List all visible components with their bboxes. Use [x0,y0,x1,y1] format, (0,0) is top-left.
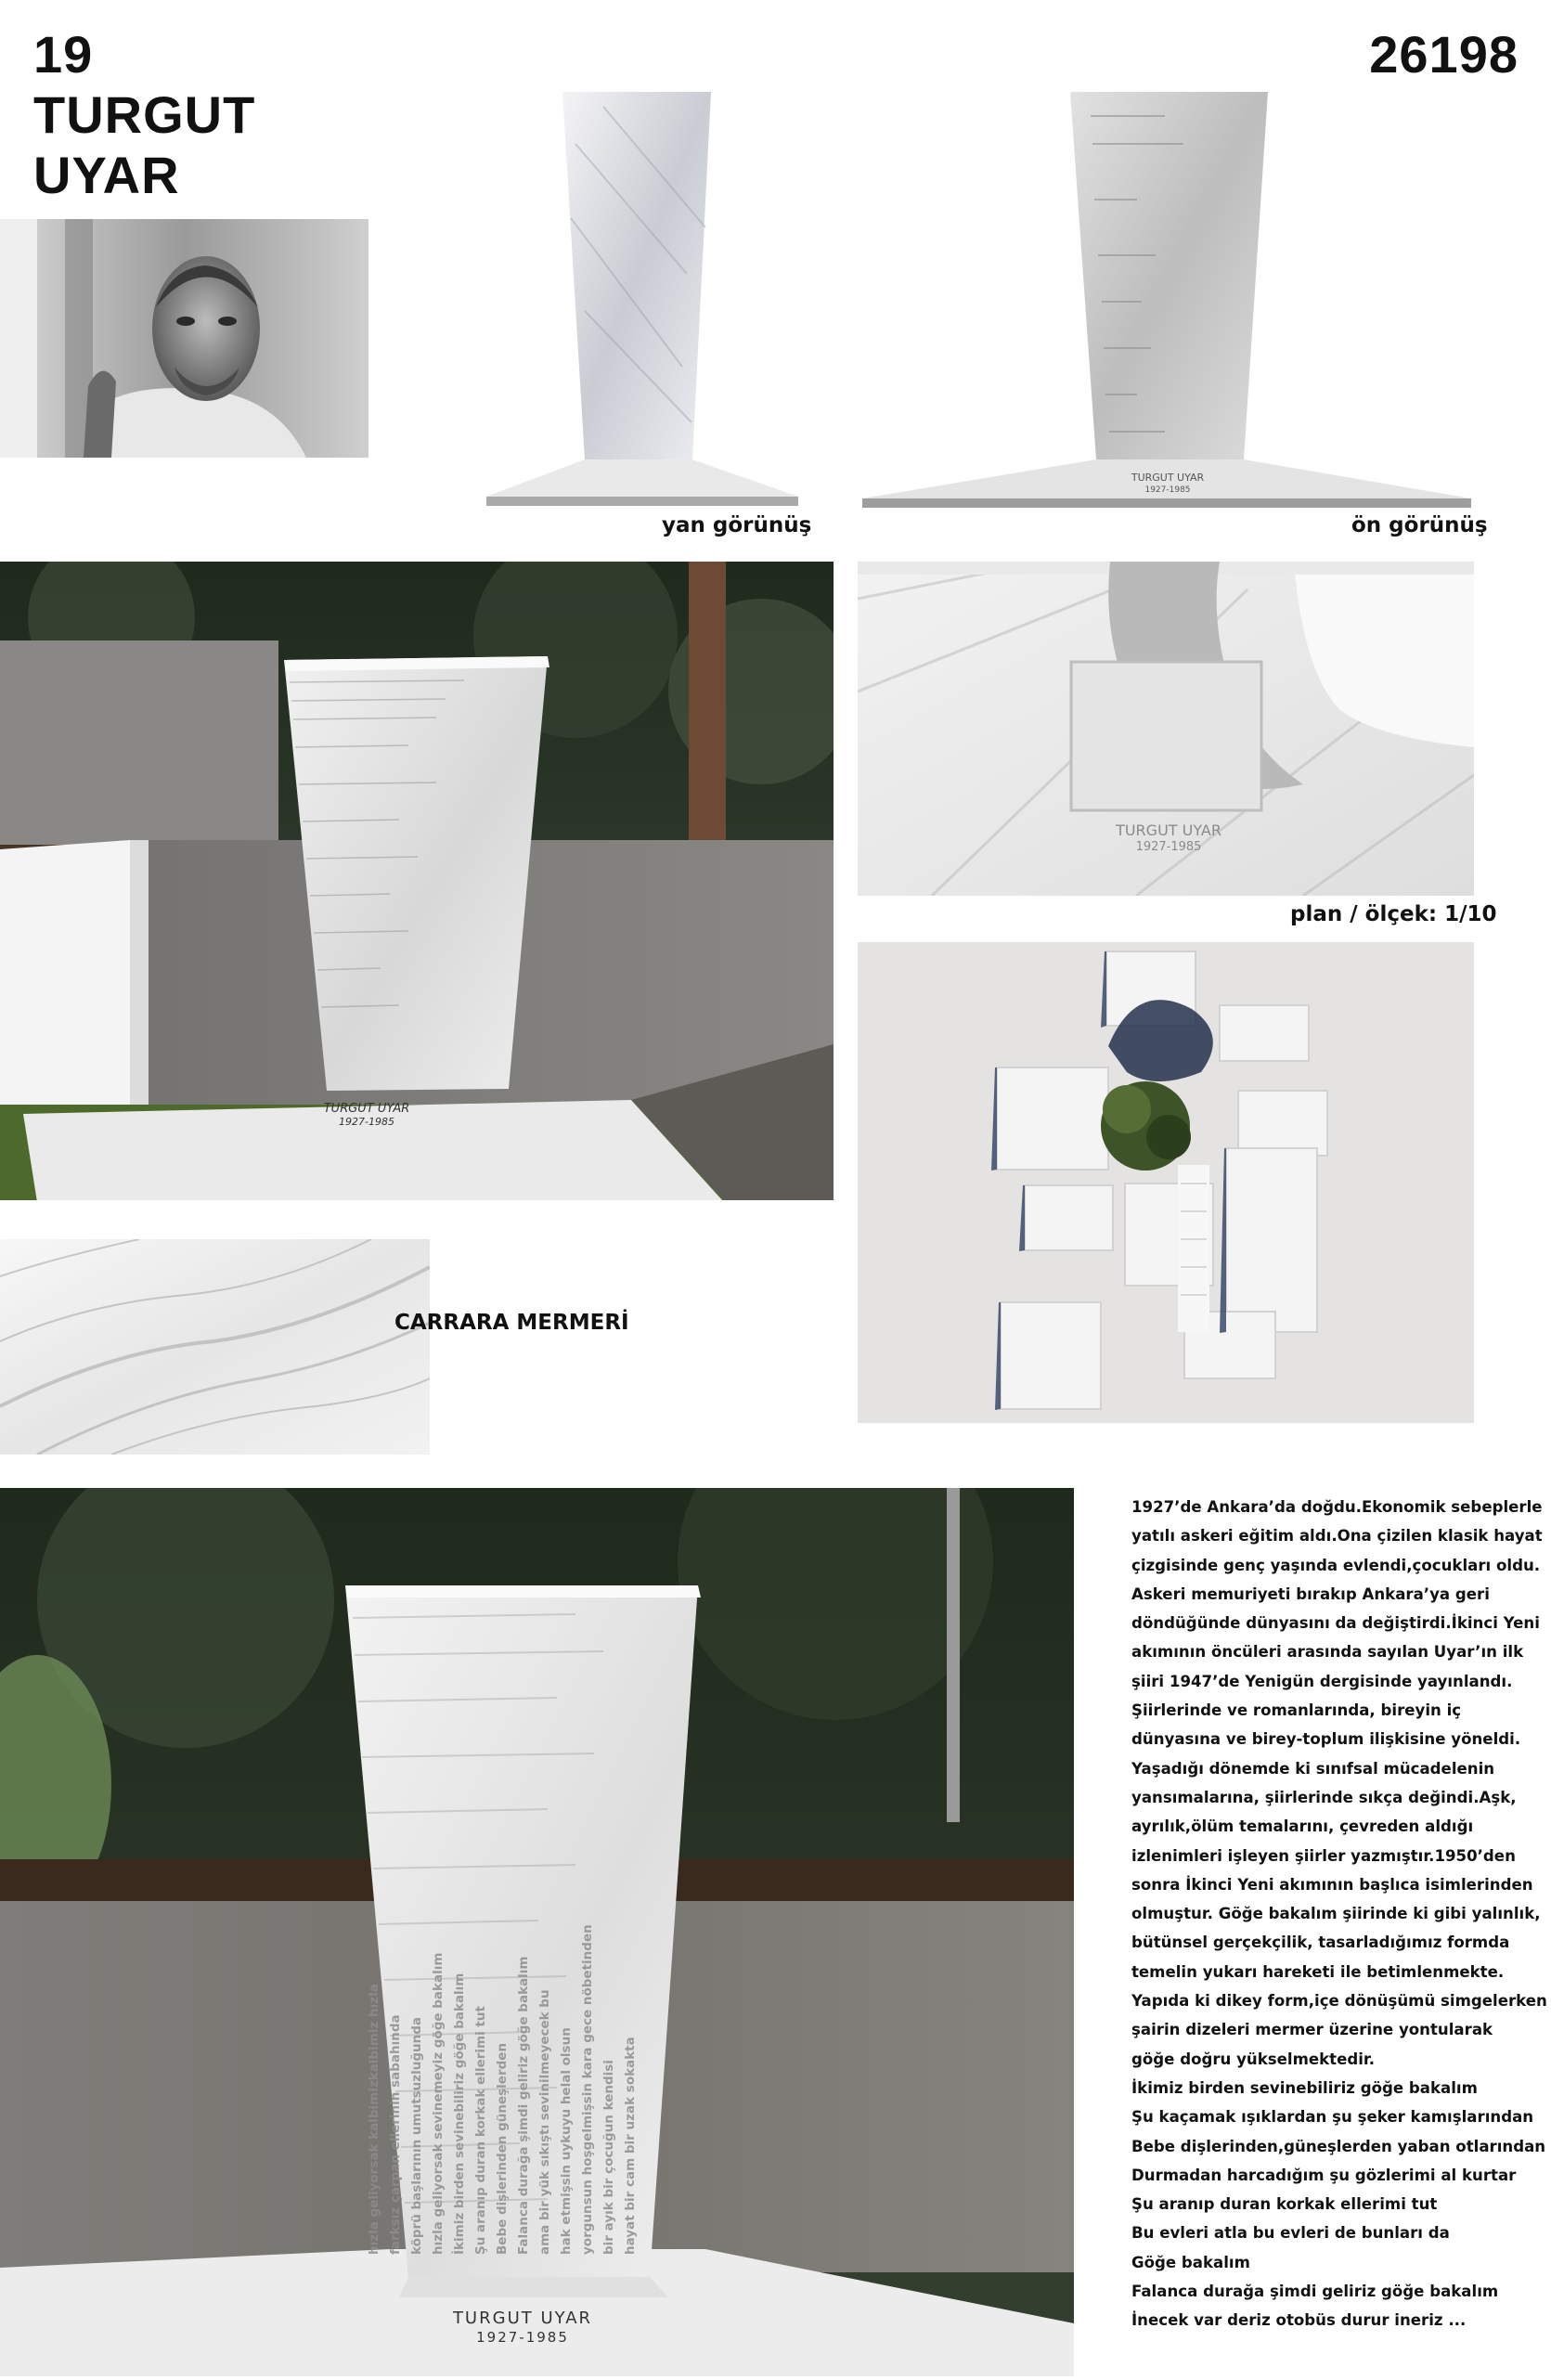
poem-line-8: Falanca durağa şimdi geliriz göğe bakalım [516,1956,531,2255]
poem-line-11: yorgunsun hoşgelmişsin kara gece nöbetinden [580,1924,595,2255]
bio-line: akımının öncüleri arasında sayılan Uyar’ın ilk [1131,1643,1524,1662]
bio-line: Durmadan harcadığım şu gözlerimi al kurtar [1131,2166,1517,2184]
memorial-number: 19 [33,25,94,84]
bio-line: İkimiz birden sevinebiliriz göğe bakalım [1131,2078,1478,2097]
front-view-inscription-years: 1927-1985 [1144,485,1191,495]
side-view-drawing [483,88,808,515]
bio-line: izlenimleri işleyen şiirler yazmıştır.1950’den [1131,1846,1516,1865]
side-view-caption: yan görünüş [662,513,812,537]
poem-line-13: hayat bir cam bir uzak sokakta [623,2037,638,2255]
site-plan-render [858,942,1474,1423]
render2-inscription-name: TURGUT UYAR [452,2309,593,2328]
bio-line: döndüğünde dünyasını da değiştirdi.İkinci Yeni [1131,1614,1540,1633]
bio-line: Bu evleri atla bu evleri de bunları da [1131,2224,1450,2243]
bio-line: bütünsel gerçekçilik, tasarladığımız formda [1131,1934,1510,1952]
bio-line: göğe doğru yükselmektedir. [1131,2050,1376,2068]
poem-line-5: İkimiz birden sevinebiliriz göğe bakalım [452,1973,467,2255]
bio-line: yatılı askeri eğitim aldı.Ona çizilen klasik hayat [1131,1527,1543,1546]
engraved-poem-block [364,1605,670,2255]
poem-line-10: hak etmişsin uykuyu helal olsun [559,2027,574,2255]
plan-inscription-name: TURGUT UYAR [1116,821,1221,839]
bio-line: Göğe bakalım [1131,2253,1250,2271]
poem-line-1: hızla geliyorsak kalbimizkalbimiz hızla [367,1984,381,2255]
bio-line: İnecek var deriz otobüs durur ineriz ... [1131,2311,1467,2330]
bio-line: Yaşadığı dönemde ki sınıfsal mücadelenin [1131,1759,1495,1778]
bio-line: sonra İkinci Yeni akımının başlıca isimlerinden [1131,1875,1533,1894]
bio-line: Yapıda ki dikey form,içe dönüşümü simgelerken [1131,1992,1547,2011]
bio-line: Şiirlerinde ve romanlarında, bireyin iç [1131,1701,1462,1720]
bio-line: Şu aranıp duran korkak ellerimi tut [1131,2195,1438,2214]
perspective-render-closeup [0,1488,1074,2376]
poet-name-line1: TURGUT [33,85,256,144]
poem-line-4: hızla geliyorsak sevinemeyiz göğe bakalım [431,1952,446,2255]
bio-line: temelin yukarı hareketi ile betimlenmekte. [1131,1962,1505,1981]
bio-line: çizgisinde genç yaşında evlendi,çocukları oldu. [1131,1556,1541,1574]
bio-line: olmuştur. Göğe bakalım şiirinde ki gibi yalınlık, [1131,1905,1541,1923]
render1-inscription-years: 1927-1985 [339,1116,394,1128]
bio-line: 1927’de Ankara’da doğdu.Ekonomik sebeplerle [1131,1498,1543,1516]
bio-line: şiiri 1947’de Yenigün dergisinde yayınlandı. [1131,1672,1513,1690]
bio-line: dünyasına ve birey-toplum ilişkisine yöneldi. [1131,1730,1521,1749]
bio-line: şairin dizeleri mermer üzerine yontularak [1131,2021,1493,2039]
project-code: 26198 [1369,25,1519,84]
bio-line: Şu kaçamak ışıklardan şu şeker kamışlarından [1131,2108,1534,2127]
poem-line-12: bir ayık bir çocuğun kendisi [601,2060,616,2255]
bio-line: Bebe dişlerinden,güneşlerden yaban otlarından [1131,2137,1546,2155]
bio-line: ayrılık,ölüm temalarını, çevreden aldığı [1131,1817,1474,1836]
poem-line-9: ama bir yük sıkıştı sevinilmeyecek bu [537,1989,552,2255]
plan-inscription-years: 1927-1985 [1135,840,1202,854]
render1-inscription-name: TURGUT UYAR [323,1102,410,1116]
poem-line-7: Bebe dişlerinden güneşlerden [495,2042,510,2255]
bio-line: Askeri memuriyeti bırakıp Ankara’ya geri [1131,1585,1490,1603]
perspective-render-garden [0,562,834,1200]
plan-view-drawing [858,562,1474,896]
poem-line-2: farksız çarpan ellerinin sabahında [388,2014,403,2255]
poem-line-3: köprü başlarının umutsuzluğunda [409,2016,424,2255]
bio-line: yansımalarına, şiirlerinde sıkça değindi.Aşk, [1131,1788,1517,1806]
biography-text [1131,1493,1547,2335]
front-view-caption: ön görünüş [1351,513,1488,537]
material-caption: CARRARA MERMERİ [394,1311,629,1335]
plan-caption: plan / ölçek: 1/10 [1290,902,1497,926]
render2-inscription-years: 1927-1985 [476,2329,569,2346]
poet-portrait [0,219,368,458]
front-view-inscription-name: TURGUT UYAR [1131,472,1205,484]
front-view-drawing [859,88,1476,515]
marble-sample-swatch [0,1239,430,1455]
poet-name-line2: UYAR [33,146,180,204]
bio-line: Falanca durağa şimdi geliriz göğe bakalım [1131,2283,1499,2301]
poem-line-6: Şu aranıp duran korkak ellerimi tut [473,2006,488,2255]
